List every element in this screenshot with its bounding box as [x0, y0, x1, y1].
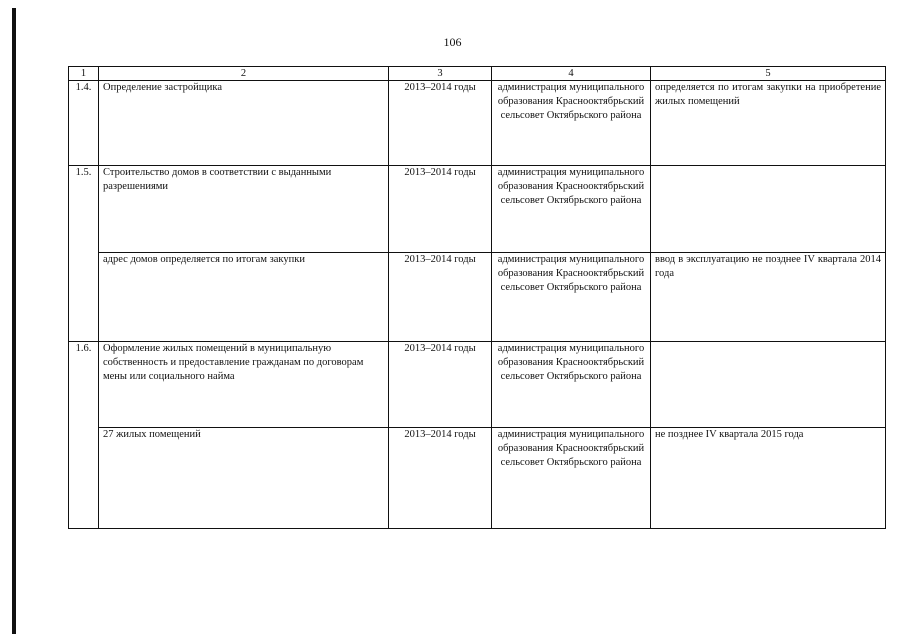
result-cell — [651, 342, 886, 428]
activity-cell: Определение застройщика — [99, 81, 389, 166]
table-row — [69, 81, 886, 166]
executor-cell: администрация муниципального образования Краснооктябрьский сельсовет Октябрьского района — [492, 428, 651, 529]
table-row — [69, 253, 886, 342]
period-cell: 2013–2014 годы — [389, 253, 492, 342]
executor-cell: администрация муниципального образования Краснооктябрьский сельсовет Октябрьского района — [492, 253, 651, 342]
scan-edge-line — [12, 8, 16, 634]
activity-cell: Оформление жилых помещений в муниципальную собственность и предоставление гражданам по договорам мены или социального найма — [99, 342, 389, 428]
row-number: 1.4. — [69, 81, 99, 166]
table-row — [69, 166, 886, 253]
table-header-row — [69, 67, 886, 81]
row-number: 1.6. — [69, 342, 99, 529]
header-col-4: 4 — [492, 67, 651, 81]
page-number: 106 — [443, 35, 462, 49]
period-cell: 2013–2014 годы — [389, 81, 492, 166]
table-row — [69, 342, 886, 428]
header-col-1: 1 — [69, 67, 99, 81]
result-cell: ввод в эксплуатацию не позднее IV квартала 2014 года — [651, 253, 886, 342]
activity-cell: Строительство домов в соответствии с выданными разрешениями — [99, 166, 389, 253]
program-activities-table — [68, 66, 886, 529]
table-row — [69, 428, 886, 529]
result-cell — [651, 166, 886, 253]
header-col-5: 5 — [651, 67, 886, 81]
period-cell: 2013–2014 годы — [389, 342, 492, 428]
executor-cell: администрация муниципального образования Краснооктябрьский сельсовет Октябрьского района — [492, 81, 651, 166]
result-cell: определяется по итогам закупки на приобретение жилых помещений — [651, 81, 886, 166]
period-cell: 2013–2014 годы — [389, 428, 492, 529]
period-cell: 2013–2014 годы — [389, 166, 492, 253]
activity-cell: 27 жилых помещений — [99, 428, 389, 529]
result-cell: не позднее IV квартала 2015 года — [651, 428, 886, 529]
executor-cell: администрация муниципального образования Краснооктябрьский сельсовет Октябрьского района — [492, 342, 651, 428]
header-col-2: 2 — [99, 67, 389, 81]
executor-cell: администрация муниципального образования Краснооктябрьский сельсовет Октябрьского района — [492, 166, 651, 253]
header-col-3: 3 — [389, 67, 492, 81]
activity-cell: адрес домов определяется по итогам закупки — [99, 253, 389, 342]
row-number: 1.5. — [69, 166, 99, 342]
